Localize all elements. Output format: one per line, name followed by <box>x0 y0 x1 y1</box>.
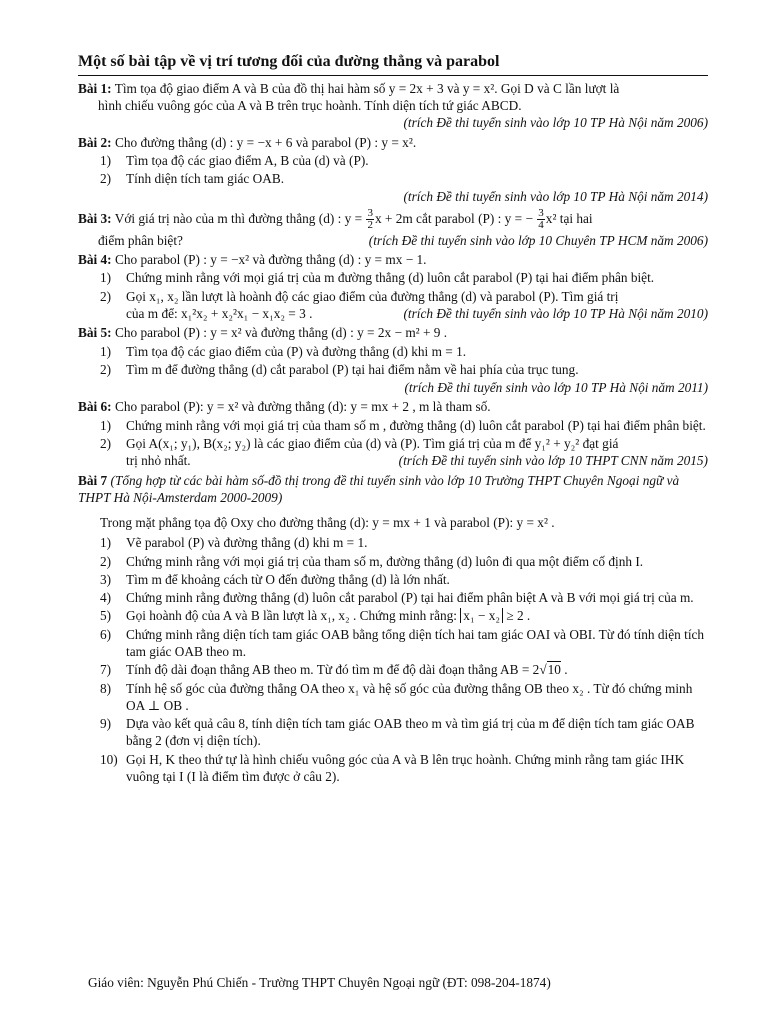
list-item: 3) Tìm m để khoảng cách từ O đến đường thẳng (d) là lớn nhất. <box>100 571 450 587</box>
problem-text: Cho parabol (P) : y = −x² và đường thẳng (d) : y = mx − 1. <box>114 252 427 268</box>
problem-text: x + 2m cắt parabol (P) : y = − <box>374 210 533 226</box>
problem-text-cont: điểm phân biệt? <box>98 232 183 248</box>
problem-4 <box>78 251 708 322</box>
problem-5 <box>78 324 708 396</box>
problem-label: Bài 1: <box>78 80 112 96</box>
problem-text: Cho parabol (P) : y = x² và đường thẳng (d) : y = 2x − m² + 9 . <box>114 325 448 341</box>
problem-label: Bài 3: <box>78 210 112 226</box>
list-item: 9) Dựa vào kết quả câu 8, tính diện tích tam giác OAB theo m và tìm giá trị của m để diện tích tam giác OAB bằng 2 (đơn vị diện tích). <box>100 716 695 749</box>
list-item: 2) Tính diện tích tam giác OAB. <box>100 171 285 187</box>
list-item: 5) Gọi hoành độ của A và B lần lượt là x₁, x₂ . Chứng minh rằng: x₁ − x₂ ≥ 2 . <box>100 608 531 624</box>
list-item: 10) Gọi H, K theo thứ tự là hình chiếu vuông góc của A và B lên trục hoành. Chứng minh rằng tam giác IHK vuông tại I (I là điểm tìm được ở câu 2). <box>100 751 685 785</box>
problem-2 <box>78 134 708 206</box>
list-item: 1) Tìm tọa độ các giao điểm A, B của (d) và (P). <box>100 152 369 168</box>
problem-source: (trích Đề thi tuyển sinh vào lớp 10 THPT CNN năm 2015) <box>398 453 708 469</box>
sqrt-radicand: 10 <box>547 662 561 678</box>
problem-label: Bài 7 <box>78 472 108 488</box>
problem-source: (trích Đề thi tuyển sinh vào lớp 10 Chuyên TP HCM năm 2006) <box>368 232 708 248</box>
fraction: $\frac{3}{4}$ <box>538 206 544 232</box>
subquestion-list <box>78 534 708 785</box>
list-item: 2) Gọi A(x₁; y₁), B(x₂; y₂) là các giao điểm của (d) và (P). Tìm giá trị của m để y₁² + y₂² đạt giá trị nhỏ nhất. (trích Đề thi tuyển sinh vào lớp 10 THPT CNN năm 2015) <box>100 435 708 469</box>
list-item: 4) Chứng minh rằng đường thẳng (d) luôn cắt parabol (P) tại hai điểm phân biệt A và B với mọi giá trị của m. <box>100 590 694 606</box>
abs-expression: x₁ − x₂ <box>460 608 503 623</box>
problem-text-cont: hình chiếu vuông góc của A và B trên trục hoành. Tính diện tích tứ giác ABCD. <box>98 98 522 114</box>
footer: Giáo viên: Nguyễn Phú Chiến - Trường THPT Chuyên Ngoại ngữ (ĐT: 098-204-1874) <box>88 975 551 990</box>
list-item: 1) Vẽ parabol (P) và đường thẳng (d) khi m = 1. <box>100 535 368 551</box>
problem-source: (trích Đề thi tuyển sinh vào lớp 10 TP Hà Nội năm 2014) <box>403 189 708 205</box>
list-item: 1) Chứng minh rằng với mọi giá trị của tham số m , đường thẳng (d) luôn cắt parabol (P) tại hai điểm phân biệt. <box>100 417 706 433</box>
subquestion-list <box>78 269 708 322</box>
subquestion-list <box>78 417 708 470</box>
list-item: 6) Chứng minh rằng diện tích tam giác OAB bằng tổng diện tích hai tam giác OAI và OBI. Từ đó tính diện tích tam giác OAB theo m. <box>100 626 705 660</box>
problem-text: Cho đường thẳng (d) : y = −x + 6 và parabol (P) : y = x². <box>114 134 417 150</box>
problem-1 <box>78 80 708 132</box>
sqrt-sign: √ <box>539 662 547 678</box>
problem-label: Bài 2: <box>78 134 112 150</box>
list-item: 7) Tính độ dài đoạn thẳng AB theo m. Từ đó tìm m để độ dài đoạn thẳng AB = 2√10 . <box>100 662 568 678</box>
problem-7 <box>78 472 708 786</box>
subquestion-list <box>78 343 708 379</box>
problem-3 <box>78 208 708 249</box>
problem-header: (Tổng hợp từ các bài hàm số-đồ thị trong đề thi tuyển sinh vào lớp 10 Trường THPT Chuyên Ngoại ngữ và THPT Hà Nội-Amsterdam 2000-2009) <box>78 472 680 505</box>
page-title: Một số bài tập về vị trí tương đối của đường thẳng và parabol <box>78 52 708 76</box>
problem-label: Bài 5: <box>78 325 112 341</box>
problem-text: Cho parabol (P): y = x² và đường thẳng (d): y = mx + 2 , m là tham số. <box>114 399 491 415</box>
problem-6 <box>78 398 708 469</box>
problem-label: Bài 4: <box>78 252 112 268</box>
list-item: 1) Chứng minh rằng với mọi giá trị của m đường thẳng (d) luôn cắt parabol (P) tại hai điểm phân biệt. <box>100 270 655 286</box>
problem-intro: Trong mặt phẳng tọa độ Oxy cho đường thẳng (d): y = mx + 1 và parabol (P): y = x² . <box>100 515 555 531</box>
list-item: 2) Tìm m để đường thẳng (d) cắt parabol (P) tại hai điểm nằm về hai phía của trục tung. <box>100 361 579 377</box>
problem-text: Tìm tọa độ giao điểm A và B của đồ thị hai hàm số y = 2x + 3 và y = x². Gọi D và C lần lượt là <box>114 80 620 96</box>
list-item: 2) Chứng minh rằng với mọi giá trị của tham số m, đường thẳng (d) luôn đi qua một điểm cố định I. <box>100 553 644 569</box>
problem-text: x² tại hai <box>545 210 593 226</box>
list-item: 1) Tìm tọa độ các giao điểm của (P) và đường thẳng (d) khi m = 1. <box>100 343 467 359</box>
subquestion-list <box>78 152 708 188</box>
problem-source: (trích Đề thi tuyển sinh vào lớp 10 TP Hà Nội năm 2011) <box>404 380 708 396</box>
problem-source: (trích Đề thi tuyển sinh vào lớp 10 TP Hà Nội năm 2006) <box>403 115 708 131</box>
list-item: 8) Tính hệ số góc của đường thẳng OA theo x₁ và hệ số góc của đường thẳng OB theo x₂ . Từ đó chứng minh OA ⊥ OB . <box>100 680 693 713</box>
fraction: $\frac{3}{2}$ <box>367 206 373 232</box>
problem-text: Với giá trị nào của m thì đường thẳng (d) : y = <box>114 210 363 226</box>
list-item: 2) Gọi x₁, x₂ lần lượt là hoành độ các giao điểm của đường thẳng (d) và parabol (P). Tìm giá trị của m để: x₁²x₂ + x₂²x₁ − x₁x₂ = 3 . (trích Đề thi tuyển sinh vào lớp 10 TP Hà Nội năm 2010) <box>100 288 708 321</box>
problem-label: Bài 6: <box>78 399 112 415</box>
problem-source: (trích Đề thi tuyển sinh vào lớp 10 TP Hà Nội năm 2010) <box>403 305 708 321</box>
